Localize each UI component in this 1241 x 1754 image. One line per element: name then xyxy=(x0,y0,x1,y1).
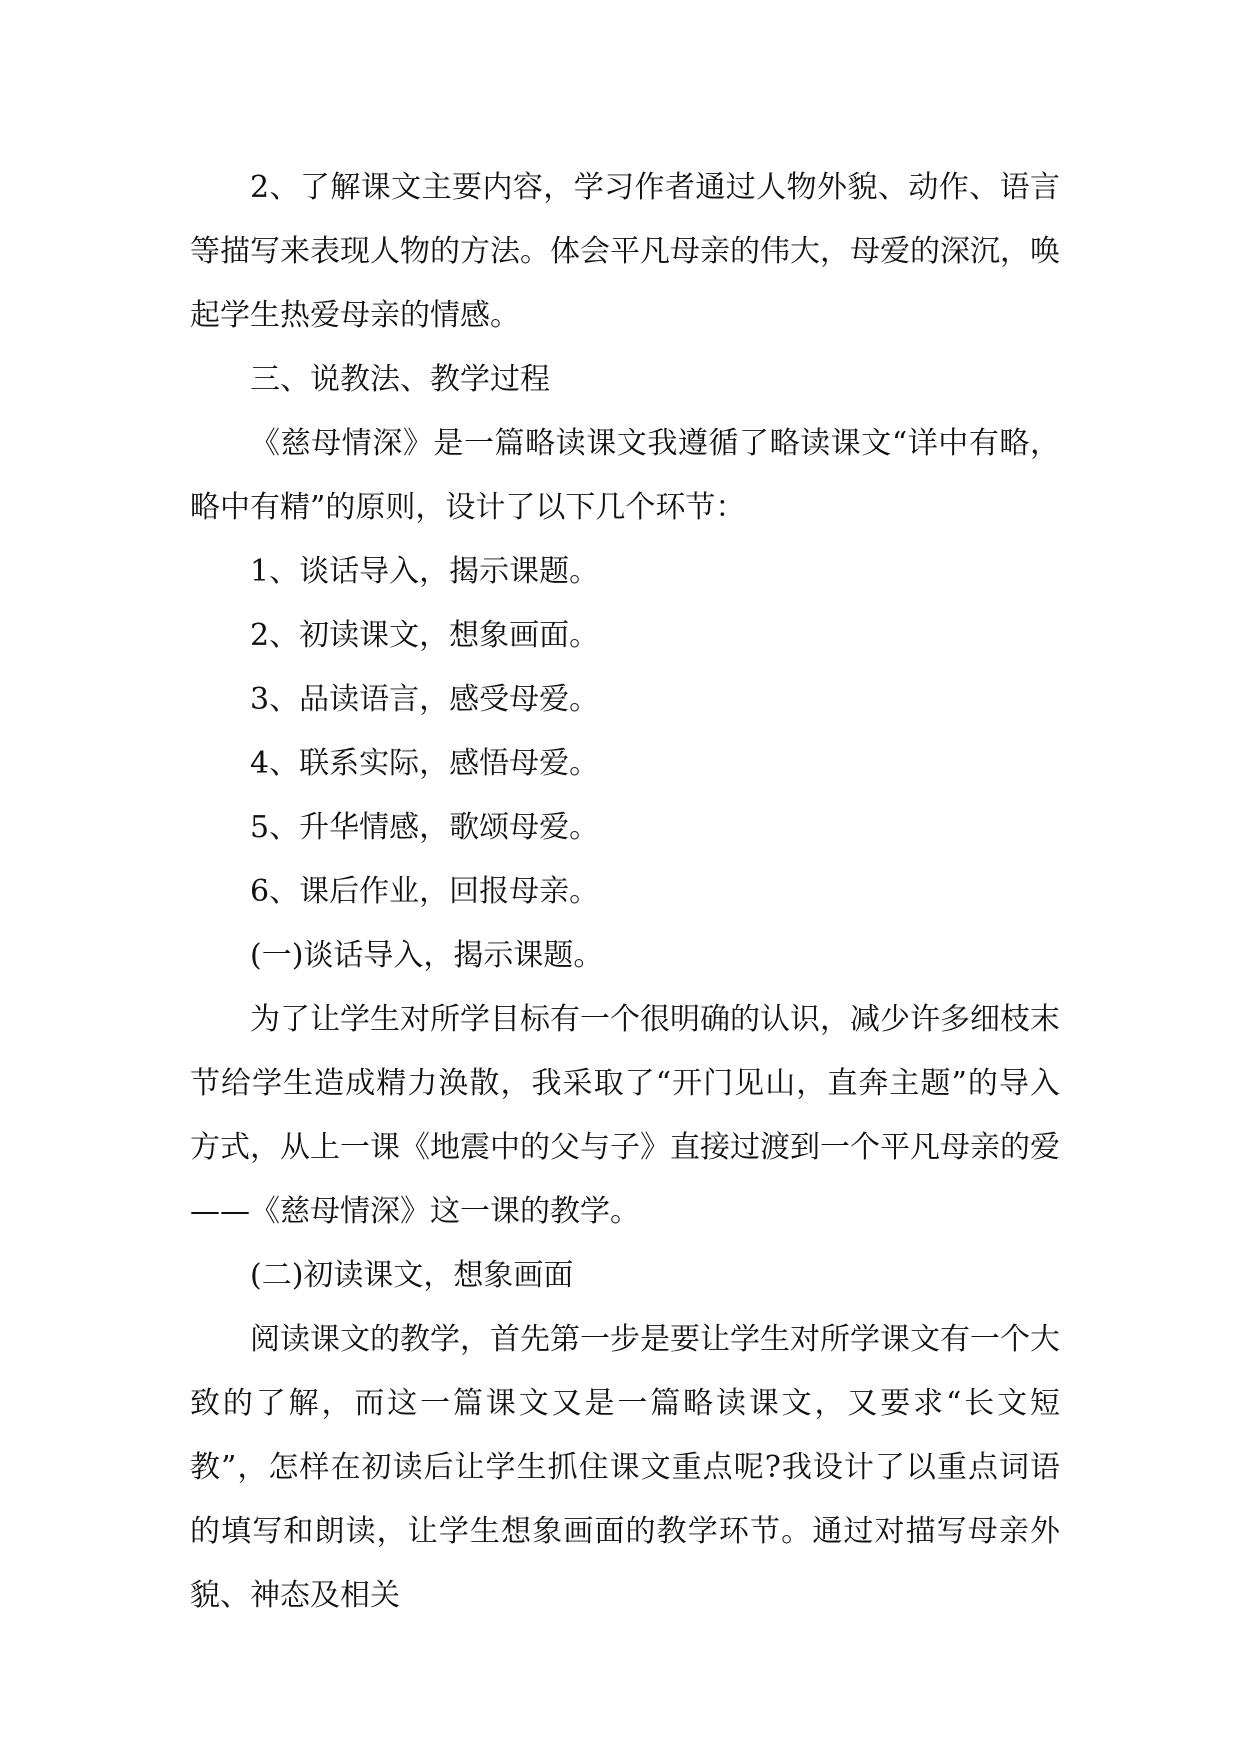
section-heading-teaching-method: 三、说教法、教学过程 xyxy=(250,362,550,397)
document-body xyxy=(190,156,1060,1628)
list-item-step-1: 1、谈话导入，揭示课题。 xyxy=(250,554,600,589)
paragraph-part-1-body: 为了让学生对所学目标有一个很明确的认识，减少许多细枝末节给学生造成精力涣散，我采取了“开门见山，直奔主题”的导入方式，从上一课《地震中的父与子》直接过渡到一个平凡母亲的爱——《慈母情深》这一课的教学。 xyxy=(190,1002,1060,1229)
list-item-step-2: 2、初读课文，想象画面。 xyxy=(250,618,600,653)
paragraph-part-2-body: 阅读课文的教学，首先第一步是要让学生对所学课文有一个大致的了解，而这一篇课文又是一篇略读课文，又要求“长文短教”，怎样在初读后让学生抓住课文重点呢?我设计了以重点词语的填写和朗读，让学生想象画面的教学环节。通过对描写母亲外貌、神态及相关 xyxy=(190,1322,1060,1613)
paragraph-objective-2: 2、了解课文主要内容，学习作者通过人物外貌、动作、语言等描写来表现人物的方法。体会平凡母亲的伟大，母爱的深沉，唤起学生热爱母亲的情感。 xyxy=(190,170,1060,333)
list-item-step-4: 4、联系实际，感悟母爱。 xyxy=(250,746,600,781)
paragraph-design-intro: 《慈母情深》是一篇略读课文我遵循了略读课文“详中有略，略中有精”的原则，设计了以下几个环节： xyxy=(190,426,1060,525)
subheading-part-2: (二)初读课文，想象画面 xyxy=(250,1258,574,1293)
list-item-step-6: 6、课后作业，回报母亲。 xyxy=(250,874,600,909)
list-item-step-3: 3、品读语言，感受母爱。 xyxy=(250,682,600,717)
list-item-step-5: 5、升华情感，歌颂母爱。 xyxy=(250,810,600,845)
subheading-part-1: (一)谈话导入，揭示课题。 xyxy=(250,938,604,973)
